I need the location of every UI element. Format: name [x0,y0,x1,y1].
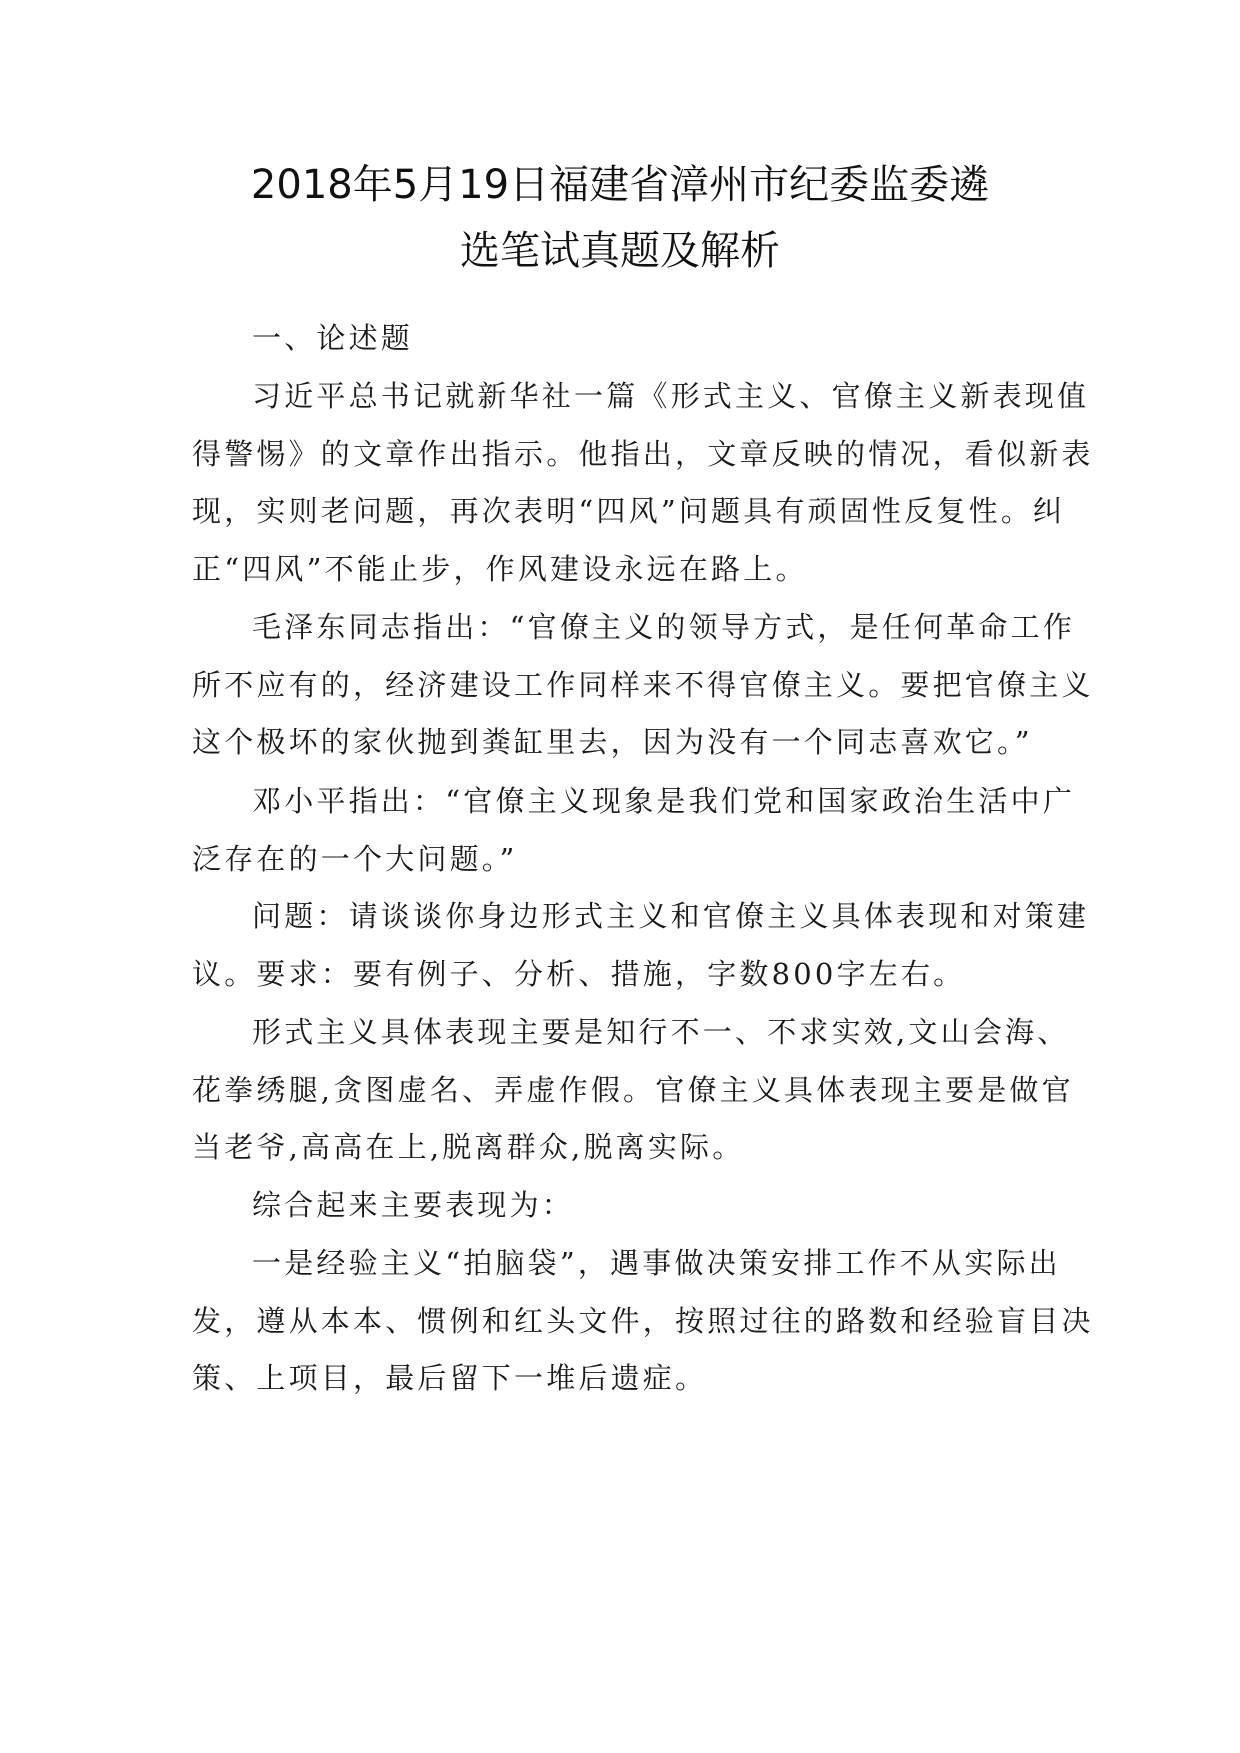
paragraph-line: 现，实则老问题，再次表明“四风”问题具有顽固性反复性。纠 [192,494,1066,528]
paragraph-line: 正“四风”不能止步，作风建设永远在路上。 [192,552,808,586]
paragraph-line: 形式主义具体表现主要是知行不一、不求实效,文山会海、 [252,1015,1070,1049]
paragraph-line: 当老爷,高高在上,脱离群众,脱离实际。 [192,1130,745,1164]
paragraph-line: 综合起来主要表现为： [252,1188,575,1222]
paragraph-line: 泛存在的一个大问题。” [192,842,518,876]
paragraph-line: 花拳绣腿,贪图虚名、弄虚作假。官僚主义具体表现主要是做官 [192,1073,1074,1107]
paragraph-line: 毛泽东同志指出：“官僚主义的领导方式，是任何革命工作 [252,610,1076,644]
document-title-line-1: 2018年5月19日福建省漳州市纪委监委遴 [250,162,990,208]
paragraph-line: 所不应有的，经济建设工作同样来不得官僚主义。要把官僚主义 [192,668,1094,702]
paragraph-line: 问题：请谈谈你身边形式主义和官僚主义具体表现和对策建 [252,899,1090,933]
paragraph-line: 发，遵从本本、惯例和红头文件，按照过往的路数和经验盲目决 [192,1304,1094,1338]
paragraph-line: 策、上项目，最后留下一堆后遗症。 [192,1361,708,1395]
paragraph-line: 这个极坏的家伙抛到粪缸里去，因为没有一个同志喜欢它。” [192,725,1033,759]
paragraph-line: 一是经验主义“拍脑袋”，遇事做决策安排工作不从实际出 [252,1246,1061,1280]
paragraph-line: 得警惕》的文章作出指示。他指出，文章反映的情况，看似新表 [192,437,1094,471]
section-heading: 一、论述题 [252,321,414,355]
paragraph-line: 议。要求：要有例子、分析、措施，字数800字左右。 [192,957,966,991]
paragraph-line: 邓小平指出：“官僚主义现象是我们党和国家政治生活中广 [252,784,1076,818]
document-title-line-2: 选笔试真题及解析 [460,228,780,274]
paragraph-line: 习近平总书记就新华社一篇《形式主义、官僚主义新表现值 [252,379,1090,413]
